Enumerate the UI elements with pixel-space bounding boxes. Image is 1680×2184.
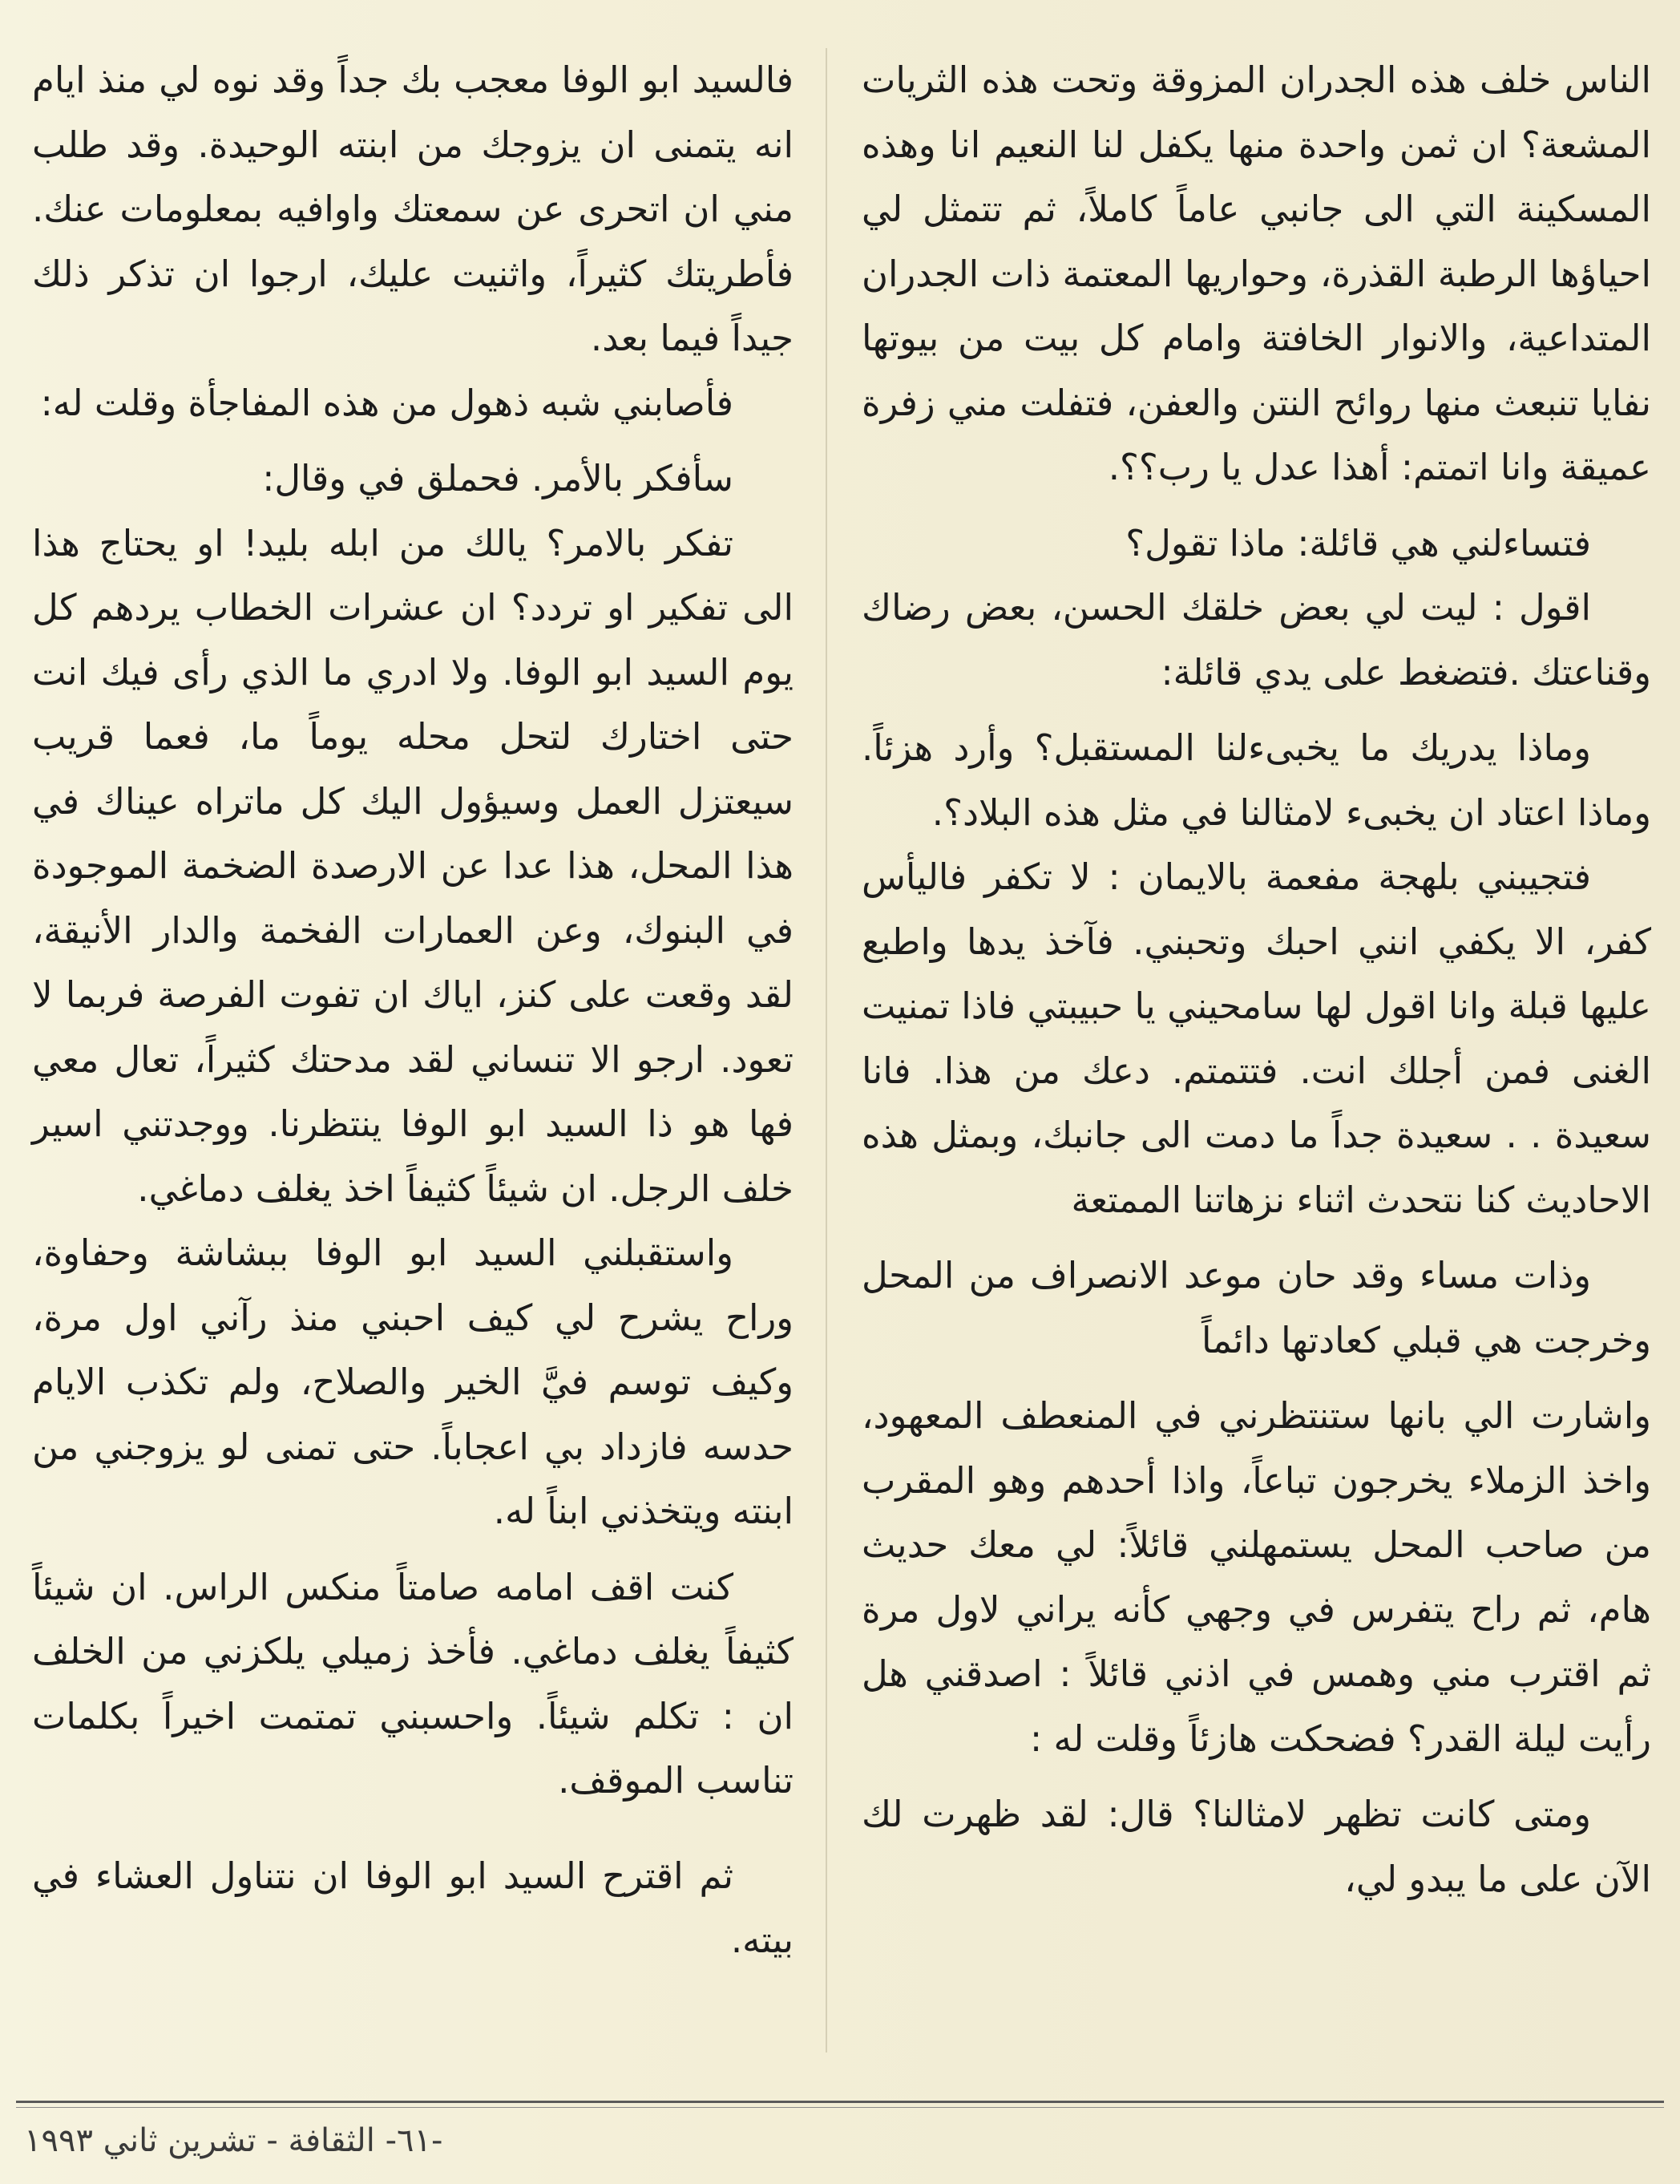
paragraph: فالسيد ابو الوفا معجب بك جداً وقد نوه لي منذ ايام انه يتمنى ان يزوجك من ابنته الوحيدة. وقد طلب مني ان اتحرى عن سمعتك واوافيه بمعلومات عنك. فأطريتك كثيراً، واثنيت عليك، ارجوا ان تذكر ذلك جيداً فيما بعد.: [32, 59, 794, 359]
paragraph: واشارت الي بانها ستنتظرني في المنعطف المعهود، واخذ الزملاء يخرجون تباعاً، واذا أحدهم وهو المقرب من صاحب المحل يستمهلني قائلاً: لي معك حديث هام، ثم راح يتفرس في وجهي كأنه يراني لاول مرة ثم اقترب مني وهمس في اذني قائلاً : اصدقني هل رأيت ليلة القدر؟ فضحكت هازئاً وقلت له :: [862, 1394, 1651, 1760]
paragraph: وماذا يدريك ما يخبىءلنا المستقبل؟ وأرد هزئاً. وماذا اعتاد ان يخبىء لامثالنا في مثل هذه البلاد؟.: [862, 726, 1651, 834]
paragraph: تفكر بالامر؟ يالك من ابله بليد! او يحتاج هذا الى تفكير او تردد؟ ان عشرات الخطاب يردهم كل يوم السيد ابو الوفا. ولا ادري ما الذي رأى فيك انت حتى اختارك لتحل محله يوماً ما، فعما قريب سيعتزل العمل وسيؤول اليك كل ماتراه عيناك في هذا المحل، هذا عدا عن الارصدة الضخمة الموجودة في البنوك، وعن العمارات الفخمة والدار الأنيقة، لقد وقعت على كنز، اياك ان تفوت الفرصة فربما لا تعود. ارجو الا تنساني لقد مدحتك كثيراً، تعال معي فها هو ذا السيد ابو الوفا ينتظرنا. ووجدتني اسير خلف الرجل. ان شيئاً كثيفاً اخذ يغلف دماغي.: [32, 521, 794, 1210]
paragraph: كنت اقف امامه صامتاً منكس الراس. ان شيئاً كثيفاً يغلف دماغي. فأخذ زميلي يلكزني من الخلف ان : تكلم شيئاً. واحسبني تمتمت اخيراً بكلمات تناسب الموقف.: [32, 1565, 794, 1802]
paragraph: اقول : ليت لي بعض خلقك الحسن، بعض رضاك وقناعتك .فتضغط على يدي قائلة:: [862, 586, 1651, 694]
paragraph: الناس خلف هذه الجدران المزوقة وتحت هذه الثريات المشعة؟ ان ثمن واحدة منها يكفل لنا النعيم انا وهذه المسكينة التي الى جانبي عاماً كاملاً، ثم تتمثل لي احياؤها الرطبة القذرة، وحواريها المعتمة ذات الجدران المتداعية، والانوار الخافتة وامام كل بيت من بيوتها نفايا تنبعث منها روائح النتن والعفن، فتفلت مني زفرة عميقة وانا اتمتم: أهذا عدل يا رب؟؟.: [862, 59, 1651, 488]
article-column-left: [32, 48, 794, 2069]
paragraph: فأصابني شبه ذهول من هذه المفاجأة وقلت له:: [40, 381, 733, 424]
paragraph: سأفكر بالأمر. فحملق في وقال:: [262, 457, 733, 499]
footer-rule-thin: [16, 2107, 1664, 2108]
paragraph: وذات مساء وقد حان موعد الانصراف من المحل وخرجت هي قبلي كعادتها دائماً: [862, 1254, 1651, 1361]
paragraph: فتجيبني بلهجة مفعمة بالايمان : لا تكفر فاليأس كفر، الا يكفي انني احبك وتحبني. فآخذ يدها واطبع عليها قبلة وانا اقول لها سامحيني يا حبيبتي فاذا تمنيت الغنى فمن أجلك انت. فتتمتم. دعك من هذا. فانا سعيدة . . سعيدة جداً ما دمت الى جانبك، وبمثل هذه الاحاديث كنا نتحدث اثناء نزهاتنا الممتعة: [862, 855, 1651, 1221]
article-column-right: [862, 48, 1651, 2069]
paragraph: واستقبلني السيد ابو الوفا ببشاشة وحفاوة، وراح يشرح لي كيف احبني منذ رآني اول مرة، وكيف توسم فيَّ الخير والصلاح، ولم تكذب الايام حدسه فازداد بي اعجاباً. حتى تمنى لو يزوجني من ابنته ويتخذني ابناً له.: [32, 1232, 794, 1532]
paragraph: فتساءلني هي قائلة: ماذا تقول؟: [1125, 521, 1591, 564]
paragraph: ومتى كانت تظهر لامثالنا؟ قال: لقد ظهرت لك الآن على ما يبدو لي،: [862, 1793, 1651, 1900]
column-divider: [826, 48, 827, 2053]
footer-rule: [16, 2101, 1664, 2103]
page-footer: -٦١- الثقافة - تشرين ثاني ١٩٩٣: [24, 2122, 443, 2159]
paragraph: ثم اقترح السيد ابو الوفا ان نتناول العشاء في بيته.: [32, 1854, 794, 1961]
